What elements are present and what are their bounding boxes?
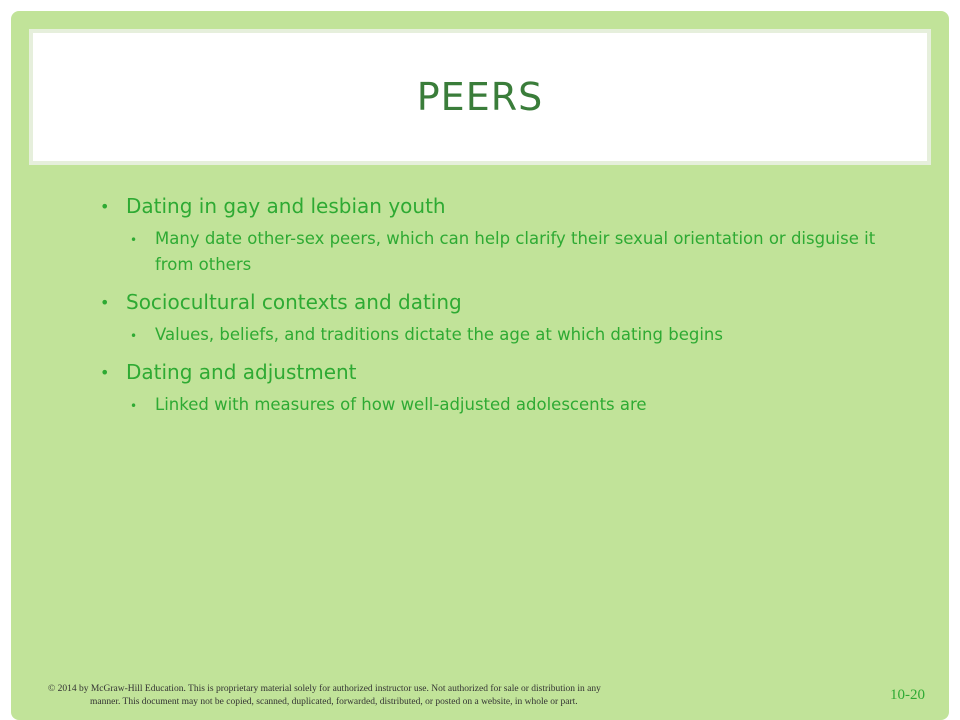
title-box (29, 29, 931, 165)
bullet-item (100, 192, 890, 220)
bullet-text: Sociocultural contexts and dating (126, 290, 462, 314)
sub-bullet-item (100, 392, 890, 418)
sub-bullet-icon: • (130, 233, 138, 247)
bullet-text: Dating and adjustment (126, 360, 357, 384)
sub-bullet-icon: • (130, 399, 138, 413)
sub-bullet-item (100, 322, 890, 348)
sub-bullet-text: Values, beliefs, and traditions dictate the age at which dating begins (155, 325, 723, 344)
copyright-footer (48, 683, 838, 709)
copyright-line-2: manner. This document may not be copied, scanned, duplicated, forwarded, distributed, or posted on a website, in whole or part. (90, 697, 578, 707)
sub-bullet-item (100, 226, 890, 278)
sub-bullet-text: Many date other-sex peers, which can help clarify their sexual orientation or disguise it from others (155, 229, 876, 274)
copyright-line-1: © 2014 by McGraw-Hill Education. This is proprietary material solely for authorized instructor use. Not authorized for sale or distribution in any (48, 684, 601, 694)
slide-content (100, 192, 890, 428)
slide-number: 10-20 (890, 687, 925, 703)
sub-bullet-text: Linked with measures of how well-adjusted adolescents are (155, 395, 647, 414)
bullet-item (100, 358, 890, 386)
bullet-icon: • (100, 293, 110, 312)
bullet-text: Dating in gay and lesbian youth (126, 194, 446, 218)
slide-title: PEERS (416, 75, 544, 119)
bullet-item (100, 288, 890, 316)
bullet-icon: • (100, 363, 110, 382)
bullet-icon: • (100, 197, 110, 216)
sub-bullet-icon: • (130, 329, 138, 343)
